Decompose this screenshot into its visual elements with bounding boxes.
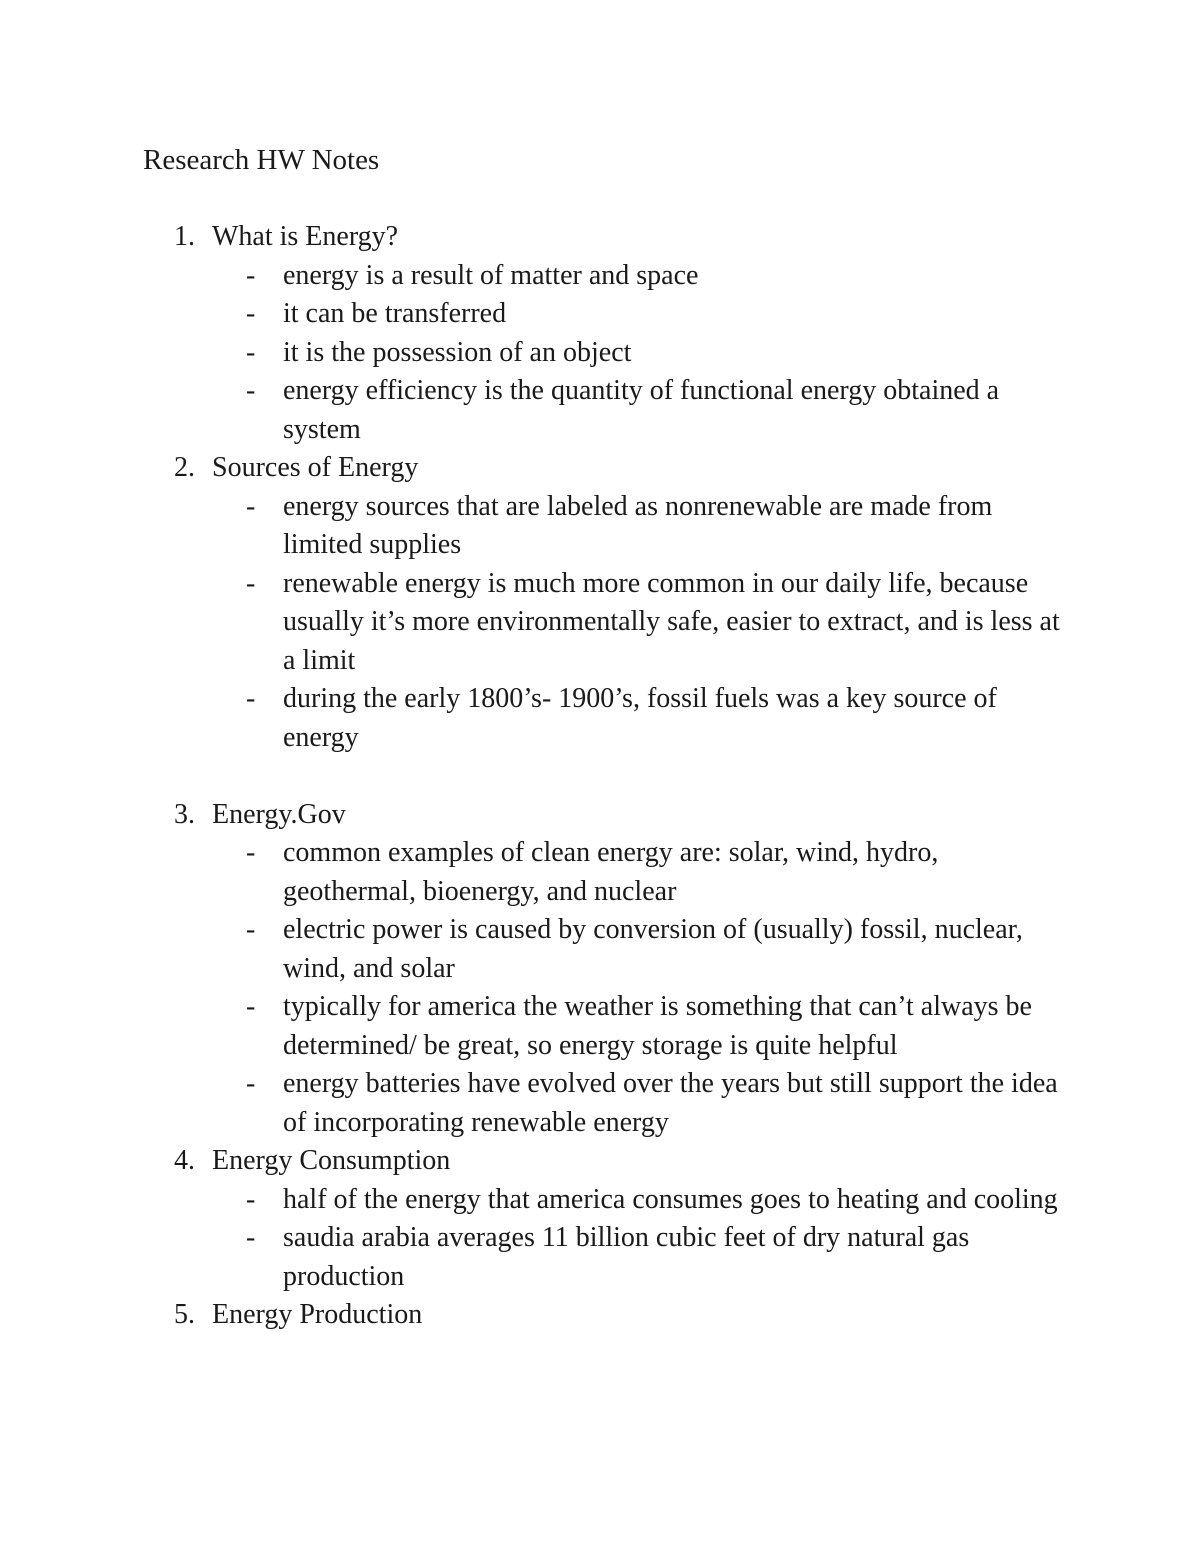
- list-item-text: it can be transferred: [283, 298, 507, 329]
- section-heading: [0, 796, 1200, 835]
- dash-bullet-icon: -: [246, 298, 256, 329]
- blank-line: [0, 757, 1200, 796]
- list-item-text: energy sources that are labeled as nonrenewable are made from limited supplies: [283, 490, 993, 560]
- list-item: [0, 911, 1200, 988]
- list-item-text: common examples of clean energy are: solar, wind, hydro, geothermal, bioenergy, and nuclear: [283, 837, 939, 907]
- dash-bullet-icon: -: [246, 914, 256, 945]
- section-energy-gov: [0, 796, 1200, 1143]
- list-item: [0, 565, 1200, 681]
- list-item: [0, 488, 1200, 565]
- notes-outline: [0, 218, 1200, 1335]
- dash-bullet-icon: -: [246, 490, 256, 522]
- document-title: Research HW Notes: [143, 144, 380, 176]
- list-item: [0, 988, 1200, 1065]
- section-title: Energy.Gov: [212, 798, 346, 830]
- list-item: [0, 1181, 1200, 1220]
- bullet-list: [0, 834, 1200, 1142]
- list-item-text: energy efficiency is the quantity of functional energy obtained a system: [283, 375, 1000, 445]
- section-number: 4.: [174, 1145, 195, 1176]
- list-item-text: saudia arabia averages 11 billion cubic feet of dry natural gas production: [283, 1222, 970, 1292]
- list-item-text: it is the possession of an object: [283, 336, 632, 368]
- dash-bullet-icon: -: [246, 567, 256, 599]
- list-item: [0, 1219, 1200, 1296]
- list-item: [0, 295, 1200, 334]
- list-item: [0, 680, 1200, 757]
- list-item-text: electric power is caused by conversion of (usually) fossil, nuclear, wind, and solar: [283, 914, 1023, 984]
- list-item-text: energy is a result of matter and space: [283, 259, 699, 291]
- dash-bullet-icon: -: [246, 1222, 256, 1253]
- section-heading: [0, 1142, 1200, 1181]
- list-item-text: renewable energy is much more common in our daily life, because usually it’s more environmentally safe, easier to extract, and is less at a limit: [283, 567, 1060, 676]
- section-energy-consumption: [0, 1142, 1200, 1296]
- list-item: [0, 372, 1200, 449]
- bullet-list: [0, 1181, 1200, 1297]
- section-heading: [0, 1296, 1200, 1335]
- section-number: 3.: [174, 798, 195, 830]
- list-item-text: half of the energy that america consumes goes to heating and cooling: [283, 1183, 1058, 1215]
- section-number: 5.: [174, 1299, 195, 1330]
- dash-bullet-icon: -: [246, 683, 256, 714]
- bullet-list: [0, 488, 1200, 758]
- section-heading: [0, 218, 1200, 257]
- dash-bullet-icon: -: [246, 991, 256, 1022]
- section-what-is-energy: [0, 218, 1200, 449]
- list-item-text: energy batteries have evolved over the years but still support the idea of incorporating renewable energy: [283, 1068, 1058, 1138]
- list-item-text: during the early 1800’s- 1900’s, fossil fuels was a key source of energy: [283, 683, 997, 753]
- dash-bullet-icon: -: [246, 1068, 256, 1099]
- dash-bullet-icon: -: [246, 336, 256, 368]
- dash-bullet-icon: -: [246, 375, 256, 406]
- section-title: Sources of Energy: [212, 452, 419, 483]
- section-energy-production: [0, 1296, 1200, 1335]
- section-title: What is Energy?: [212, 221, 399, 252]
- bullet-list: [0, 257, 1200, 450]
- dash-bullet-icon: -: [246, 1183, 256, 1215]
- section-sources-of-energy: [0, 449, 1200, 796]
- section-title: Energy Consumption: [212, 1145, 451, 1176]
- list-item: [0, 257, 1200, 296]
- section-number: 2.: [174, 452, 195, 483]
- list-item: [0, 834, 1200, 911]
- dash-bullet-icon: -: [246, 837, 256, 868]
- list-item: [0, 334, 1200, 373]
- list-item: [0, 1065, 1200, 1142]
- list-item-text: typically for america the weather is something that can’t always be determined/ be great, so energy storage is quite helpful: [283, 991, 1032, 1061]
- section-title: Energy Production: [212, 1299, 423, 1330]
- section-heading: [0, 449, 1200, 488]
- section-number: 1.: [174, 221, 195, 252]
- dash-bullet-icon: -: [246, 259, 256, 291]
